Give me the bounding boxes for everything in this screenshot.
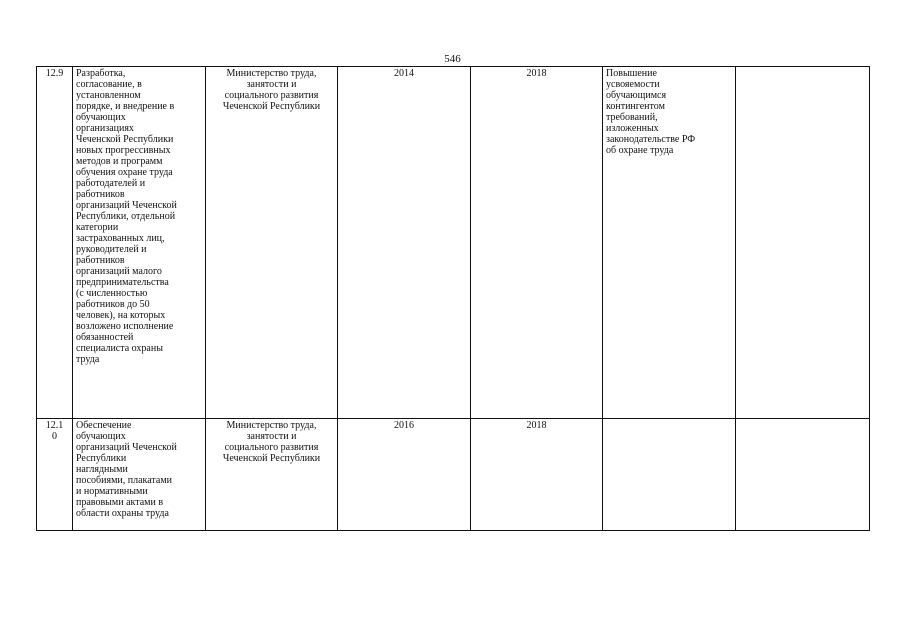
- start-year: 2014: [394, 68, 414, 79]
- start-year-cell: [338, 419, 471, 531]
- page-number: 546: [444, 53, 461, 65]
- row-number: 12.1 0: [45, 420, 64, 442]
- empty-cell: [736, 419, 870, 531]
- executor-cell: [206, 419, 338, 531]
- table-row: [37, 67, 870, 419]
- end-year-cell: [471, 419, 603, 531]
- row-number: 12.9: [45, 68, 64, 79]
- end-year: 2018: [526, 68, 547, 79]
- measure-name-cell: [73, 419, 206, 531]
- executor-name: Министерство труда, занятости и социального развития Чеченской Республики: [222, 68, 321, 112]
- measure-name: Обеспечение обучающих организаций Чеченской Республики наглядными пособиями, плакатами и нормативными правовыми актами в области охраны труда: [76, 420, 177, 519]
- expected-result: Повышение усвояемости обучающимся контингентом требований, изложенных законодательстве РФ об охране труда: [606, 68, 696, 156]
- measure-name: Разработка, согласование, в установленном порядке, и внедрение в обучающих организациях Чеченской Республики новых прогрессивных методов и программ обучения охране труда работодателей и работников организаций Чеченской Республики, отдельной категории застрахованных лиц, руководителей и работников организаций малого предпринимательства (с численностью работников до 50 человек), на которых возложено исполнение обязанностей специалиста охраны труда: [76, 68, 177, 365]
- end-year-cell: [471, 67, 603, 419]
- executor-name: Министерство труда, занятости и социального развития Чеченской Республики: [222, 420, 321, 464]
- measure-name-cell: [73, 67, 206, 419]
- start-year: 2016: [394, 420, 414, 431]
- end-year: 2018: [526, 420, 547, 431]
- table-row: [37, 419, 870, 531]
- row-number-cell: [37, 67, 73, 419]
- row-number-cell: [37, 419, 73, 531]
- expected-result-cell: [603, 419, 736, 531]
- start-year-cell: [338, 67, 471, 419]
- measures-table: [36, 66, 870, 531]
- expected-result-cell: [603, 67, 736, 419]
- executor-cell: [206, 67, 338, 419]
- empty-cell: [736, 67, 870, 419]
